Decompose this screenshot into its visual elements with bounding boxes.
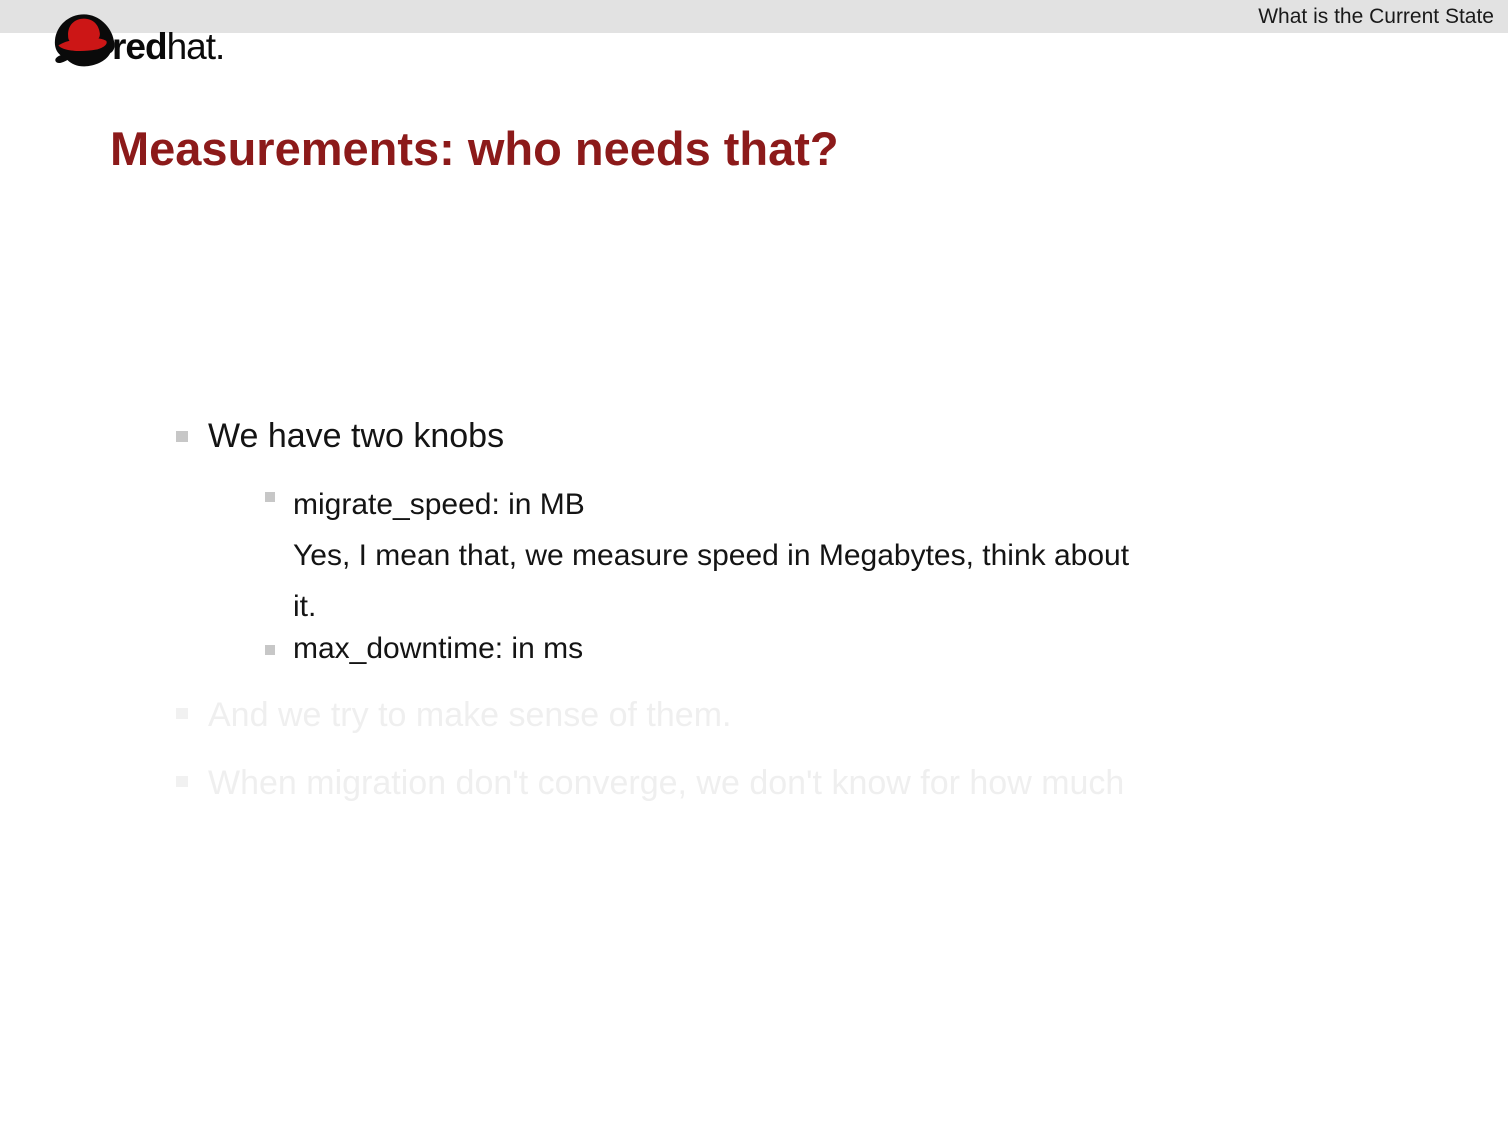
redhat-wordmark [112,26,224,68]
slide-title: Measurements: who needs that? [110,122,839,175]
header-bar [0,0,1508,33]
bullet-square-icon [265,492,275,502]
bullet-item-migrate-speed [293,479,1129,632]
bullet-item-migrate-speed-heading: migrate_speed: in MB [293,488,585,521]
bullet-square-icon [265,645,275,655]
redhat-wordmark-red: red [112,26,167,67]
bullet-item-migrate-speed-note-line1: Yes, I mean that, we measure speed in Megabytes, think about [293,539,1130,572]
bullet-item-migrate-speed-note-line2: it. [293,590,317,623]
redhat-wordmark-hat: hat. [166,26,225,67]
redhat-logo [46,10,224,70]
redhat-fedora-icon [46,10,122,70]
header-section-title: What is the Current State [1258,5,1494,28]
bullet-item-faded-dont-converge: When migration don't converge, we don't know for how much [208,764,1125,802]
bullet-square-icon-faded [176,708,188,719]
bullet-item-we-have-two-knobs: We have two knobs [208,417,505,455]
bullet-item-faded-make-sense: And we try to make sense of them. [208,696,732,734]
bullet-square-icon [176,431,188,442]
bullet-item-max-downtime: max_downtime: in ms [293,632,584,665]
bullet-square-icon-faded [176,776,188,787]
